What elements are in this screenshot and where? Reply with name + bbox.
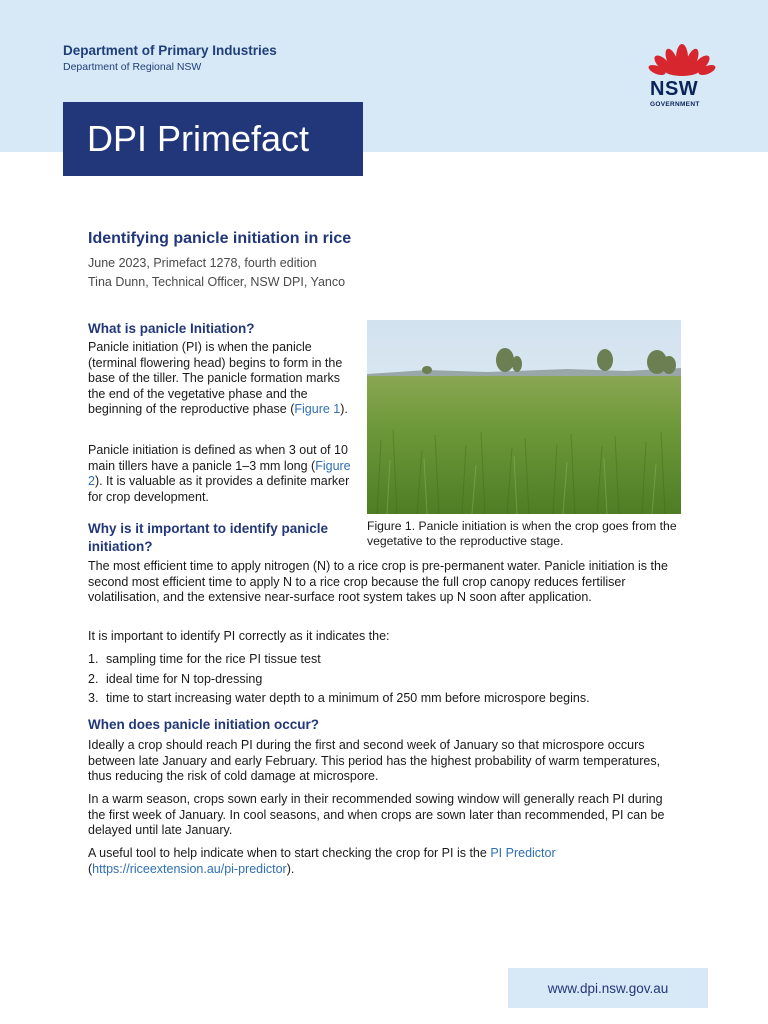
nsw-logo-subtitle: GOVERNMENT [650, 101, 700, 108]
section-heading-why: Why is it important to identify panicle initiation? [88, 521, 329, 554]
list-number: 2. [88, 671, 99, 686]
banner-title: DPI Primefact [87, 118, 310, 159]
list-number: 3. [88, 691, 99, 705]
paragraph-pi-predictor [88, 846, 628, 877]
paragraph-ideal-timing: Ideally a crop should reach PI during the first and second week of January so that microspore occurs between late January and early February. This period has the highest probability of warm temperatures, thus reducing the risk of cold damage at microspore. [88, 738, 661, 784]
text-span: A useful tool to help indicate when to start checking the crop for PI is the [88, 846, 491, 860]
department-name: Department of Primary Industries [63, 43, 277, 58]
section-heading-when: When does panicle initiation occur? [88, 717, 320, 732]
waratah-icon [648, 40, 716, 78]
figure-1-caption: Figure 1. Panicle initiation is when the crop goes from the vegetative to the reproductive stage. [367, 519, 677, 548]
paragraph-season: In a warm season, crops sown early in their recommended sowing window will generally reach PI during the first week of January. In cool seasons, and when crops are sown later than recommended, PI can be delayed until late January. [88, 792, 665, 838]
text-span: ). [340, 402, 348, 417]
sub-department-name: Department of Regional NSW [63, 61, 202, 73]
primefact-banner [63, 102, 363, 176]
list-text: ideal time for N top-dressing [106, 671, 263, 686]
list-text: time to start increasing water depth to a minimum of 250 mm before microspore begins. [106, 691, 590, 705]
figure-1-link[interactable]: Figure 1 [294, 402, 341, 417]
nsw-government-logo [640, 40, 724, 114]
paragraph-identify-intro: It is important to identify PI correctly as it indicates the: [88, 629, 390, 643]
website-link[interactable]: www.dpi.nsw.gov.au [508, 968, 708, 1008]
text-span: ). It is valuable as it provides a definite marker for crop development. [88, 474, 350, 504]
document-edition: June 2023, Primefact 1278, fourth edition [88, 256, 317, 270]
list-number: 1. [88, 652, 99, 666]
list-item [88, 670, 590, 690]
paragraph-pi-defined [88, 443, 352, 505]
text-span: ). [286, 861, 295, 876]
section-heading-what: What is panicle Initiation? [88, 321, 255, 336]
list-text: sampling time for the rice PI tissue test [106, 652, 321, 666]
list-item [88, 689, 590, 709]
list-item [88, 650, 590, 670]
pi-predictor-url-link[interactable]: https://riceextension.au/pi-predictor [92, 861, 287, 876]
text-span: Panicle initiation is defined as when 3 out of 10 main tillers have a panicle 1–3 mm long ( [88, 443, 348, 473]
nsw-logo-word: NSW [650, 78, 699, 100]
paragraph-nitrogen: The most efficient time to apply nitrogen (N) to a rice crop is pre-permanent water. Panicle initiation is the second most efficient time to apply N to a rice crop because the full crop canopy reduces fertiliser volatilisation, and the extensive near-surface root system takes up N soon after application. [88, 559, 668, 605]
text-span: ( [88, 861, 93, 876]
figure-2-link[interactable]: Figure 2 [88, 458, 351, 489]
indications-list [88, 650, 590, 709]
document-title: Identifying panicle initiation in rice [88, 230, 352, 247]
paragraph-definition [88, 340, 352, 418]
text-span: Panicle initiation (PI) is when the panicle (terminal flowering head) begins to form in the base of the tiller. The panicle formation marks the end of the vegetative phase and the beginning of the reproductive phase ( [88, 340, 343, 417]
pi-predictor-link[interactable]: PI Predictor [490, 846, 556, 860]
document-author: Tina Dunn, Technical Officer, NSW DPI, Yanco [88, 275, 346, 289]
rice-crop-photo [367, 320, 681, 514]
